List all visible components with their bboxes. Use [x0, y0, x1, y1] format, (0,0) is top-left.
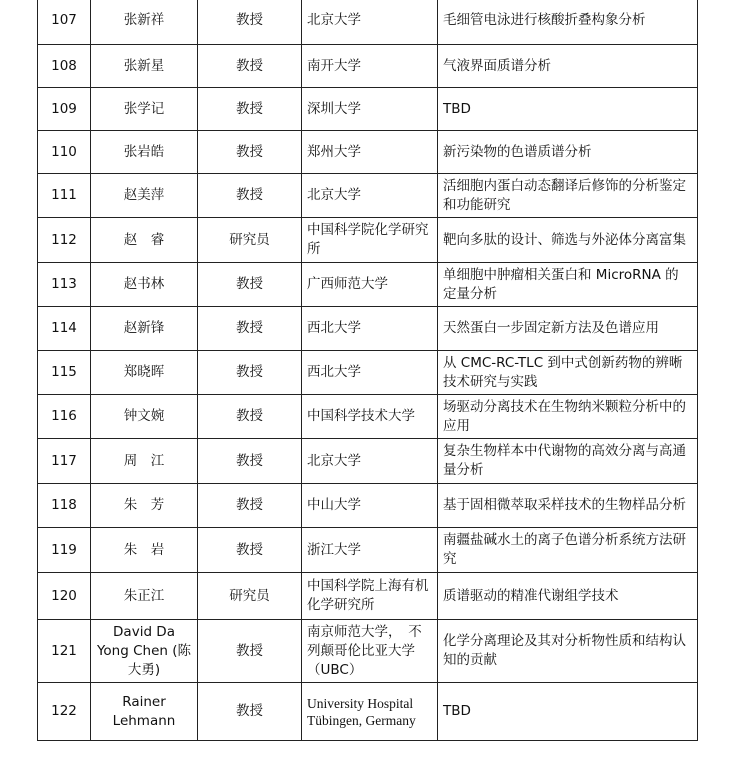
name-cell: 朱 芳 — [91, 484, 198, 528]
row-number: 117 — [38, 439, 91, 484]
name-cell: 钟文婉 — [91, 395, 198, 439]
title-cell: 教授 — [198, 131, 302, 174]
row-number: 110 — [38, 131, 91, 174]
topic-cell: 质谱驱动的精准代谢组学技术 — [438, 573, 698, 620]
name-cell: 赵美萍 — [91, 174, 198, 218]
name-cell: 朱正江 — [91, 573, 198, 620]
row-number: 114 — [38, 307, 91, 351]
title-cell: 教授 — [198, 88, 302, 131]
name-cell: 赵 睿 — [91, 218, 198, 263]
row-number: 111 — [38, 174, 91, 218]
org-cell: 西北大学 — [302, 351, 438, 395]
topic-cell: 基于固相微萃取采样技术的生物样品分析 — [438, 484, 698, 528]
title-cell: 教授 — [198, 395, 302, 439]
table-row — [38, 174, 698, 218]
title-cell: 教授 — [198, 620, 302, 683]
topic-cell: TBD — [438, 683, 698, 741]
table-row — [38, 439, 698, 484]
row-number: 113 — [38, 263, 91, 307]
table-row — [38, 45, 698, 88]
name-cell: 朱 岩 — [91, 528, 198, 573]
table-row — [38, 395, 698, 439]
org-cell: 南京师范大学， 不列颠哥伦比亚大学（UBC） — [302, 620, 438, 683]
org-cell: 郑州大学 — [302, 131, 438, 174]
topic-cell: 靶向多肽的设计、筛选与外泌体分离富集 — [438, 218, 698, 263]
topic-cell: 单细胞中肿瘤相关蛋白和 MicroRNA 的定量分析 — [438, 263, 698, 307]
org-cell: University Hospital Tübingen, Germany — [302, 683, 438, 741]
row-number: 112 — [38, 218, 91, 263]
topic-cell: 气液界面质谱分析 — [438, 45, 698, 88]
table-row — [38, 528, 698, 573]
topic-cell: 新污染物的色谱质谱分析 — [438, 131, 698, 174]
table-row — [38, 88, 698, 131]
title-cell: 教授 — [198, 174, 302, 218]
table-row — [38, 218, 698, 263]
name-cell: David Da Yong Chen (陈大勇) — [91, 620, 198, 683]
topic-cell: 复杂生物样本中代谢物的高效分离与高通量分析 — [438, 439, 698, 484]
row-number: 116 — [38, 395, 91, 439]
topic-cell: 场驱动分离技术在生物纳米颗粒分析中的应用 — [438, 395, 698, 439]
name-cell: 张新祥 — [91, 0, 198, 45]
title-cell: 教授 — [198, 45, 302, 88]
title-cell: 教授 — [198, 683, 302, 741]
row-number: 109 — [38, 88, 91, 131]
name-cell: 张新星 — [91, 45, 198, 88]
name-cell: 郑晓晖 — [91, 351, 198, 395]
title-cell: 教授 — [198, 307, 302, 351]
table-row — [38, 683, 698, 741]
table-row — [38, 620, 698, 683]
topic-cell: 南疆盐碱水土的离子色谱分析系统方法研究 — [438, 528, 698, 573]
table-row — [38, 131, 698, 174]
topic-cell: TBD — [438, 88, 698, 131]
org-cell: 中国科学院化学研究所 — [302, 218, 438, 263]
org-cell: 北京大学 — [302, 174, 438, 218]
title-cell: 教授 — [198, 439, 302, 484]
row-number: 121 — [38, 620, 91, 683]
row-number: 119 — [38, 528, 91, 573]
topic-cell: 从 CMC-RC-TLC 到中式创新药物的辨晰技术研究与实践 — [438, 351, 698, 395]
org-cell: 深圳大学 — [302, 88, 438, 131]
row-number: 107 — [38, 0, 91, 45]
org-cell: 北京大学 — [302, 0, 438, 45]
name-cell: 赵新锋 — [91, 307, 198, 351]
row-number: 118 — [38, 484, 91, 528]
title-cell: 研究员 — [198, 573, 302, 620]
row-number: 108 — [38, 45, 91, 88]
org-cell: 中国科学院上海有机化学研究所 — [302, 573, 438, 620]
org-cell: 广西师范大学 — [302, 263, 438, 307]
topic-cell: 天然蛋白一步固定新方法及色谱应用 — [438, 307, 698, 351]
org-cell: 南开大学 — [302, 45, 438, 88]
name-cell: 张岩皓 — [91, 131, 198, 174]
org-cell: 中山大学 — [302, 484, 438, 528]
table-row — [38, 351, 698, 395]
expert-table — [37, 0, 698, 741]
row-number: 115 — [38, 351, 91, 395]
name-cell: 赵书林 — [91, 263, 198, 307]
table-row — [38, 484, 698, 528]
name-cell: 张学记 — [91, 88, 198, 131]
name-cell: 周 江 — [91, 439, 198, 484]
org-cell: 中国科学技术大学 — [302, 395, 438, 439]
org-cell: 北京大学 — [302, 439, 438, 484]
title-cell: 教授 — [198, 351, 302, 395]
title-cell: 教授 — [198, 0, 302, 45]
row-number: 120 — [38, 573, 91, 620]
org-cell: 西北大学 — [302, 307, 438, 351]
title-cell: 教授 — [198, 484, 302, 528]
row-number: 122 — [38, 683, 91, 741]
table-row — [38, 263, 698, 307]
title-cell: 研究员 — [198, 218, 302, 263]
title-cell: 教授 — [198, 263, 302, 307]
topic-cell: 毛细管电泳进行核酸折叠构象分析 — [438, 0, 698, 45]
title-cell: 教授 — [198, 528, 302, 573]
table-row — [38, 0, 698, 45]
org-cell: 浙江大学 — [302, 528, 438, 573]
table-row — [38, 307, 698, 351]
topic-cell: 活细胞内蛋白动态翻译后修饰的分析鉴定和功能研究 — [438, 174, 698, 218]
name-cell: Rainer Lehmann — [91, 683, 198, 741]
topic-cell: 化学分离理论及其对分析物性质和结构认知的贡献 — [438, 620, 698, 683]
table-row — [38, 573, 698, 620]
